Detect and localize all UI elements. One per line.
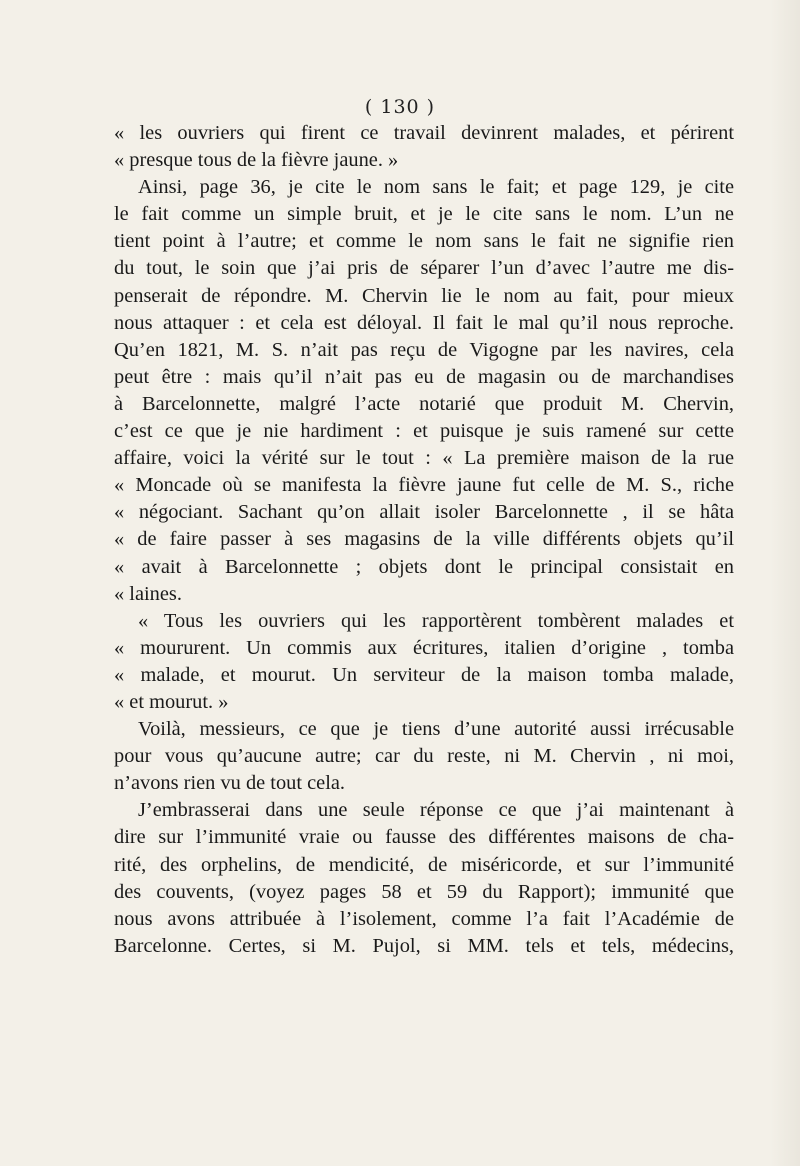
- text-line: à Barcelonnette, malgré l’acte notarié que produit M. Chervin,: [114, 392, 734, 415]
- text-line: peut être : mais qu’il n’ait pas eu de magasin ou de marchandises: [114, 365, 734, 388]
- text-line: dire sur l’immunité vraie ou fausse des différentes maisons de cha-: [114, 826, 734, 849]
- body-text: [114, 120, 734, 960]
- text-line: « avait à Barcelonnette ; objets dont le principal consistait en: [114, 555, 734, 578]
- text-line: tient point à l’autre; et comme le nom sans le fait ne signifie rien: [114, 230, 734, 253]
- text-line: « Tous les ouvriers qui les rapportèrent tombèrent malades et: [138, 609, 734, 632]
- text-line: Ainsi, page 36, je cite le nom sans le fait; et page 129, je cite: [138, 176, 734, 199]
- text-line: Barcelonne. Certes, si M. Pujol, si MM. tels et tels, médecins,: [114, 934, 734, 957]
- page-number-header: ( 130 ): [364, 96, 436, 118]
- text-line: rité, des orphelins, de mendicité, de miséricorde, et sur l’immunité: [114, 853, 734, 876]
- text-line: « presque tous de la fièvre jaune. »: [114, 149, 399, 172]
- text-line: c’est ce que je nie hardiment : et puisque je suis ramené sur cette: [114, 420, 734, 443]
- text-line: du tout, le soin que j’ai pris de séparer l’un d’avec l’autre me dis-: [114, 257, 734, 280]
- text-line: Qu’en 1821, M. S. n’ait pas reçu de Vigogne par les navires, cela: [114, 338, 734, 361]
- text-line: des couvents, (voyez pages 58 et 59 du Rapport); immunité que: [114, 880, 734, 903]
- text-line: « Moncade où se manifesta la fièvre jaune fut celle de M. S., riche: [114, 474, 734, 497]
- text-line: « malade, et mourut. Un serviteur de la maison tomba malade,: [114, 663, 734, 686]
- text-line: Voilà, messieurs, ce que je tiens d’une autorité aussi irrécusable: [138, 718, 734, 741]
- text-line: n’avons rien vu de tout cela.: [114, 772, 346, 795]
- page-edge-shading: [770, 0, 800, 1166]
- text-line: J’embrasserai dans une seule réponse ce que j’ai maintenant à: [138, 799, 734, 822]
- text-line: « moururent. Un commis aux écritures, italien d’origine , tomba: [114, 636, 734, 659]
- text-line: « négociant. Sachant qu’on allait isoler Barcelonnette , il se hâta: [114, 501, 734, 524]
- text-line: pour vous qu’aucune autre; car du reste, ni M. Chervin , ni moi,: [114, 745, 734, 768]
- text-line: « les ouvriers qui firent ce travail devinrent malades, et périrent: [114, 122, 734, 144]
- text-line: penserait de répondre. M. Chervin lie le nom au fait, pour mieux: [114, 284, 734, 307]
- text-line: affaire, voici la vérité sur le tout : « La première maison de la rue: [114, 447, 734, 470]
- text-line: nous attaquer : et cela est déloyal. Il fait le mal qu’il nous reproche.: [114, 311, 734, 334]
- text-line: le fait comme un simple bruit, et je le cite sans le nom. L’un ne: [114, 203, 734, 226]
- text-line: « de faire passer à ses magasins de la ville différents objets qu’il: [114, 528, 734, 551]
- text-line: « et mourut. »: [114, 690, 229, 713]
- text-line: « laines.: [114, 582, 182, 605]
- text-line: nous avons attribuée à l’isolement, comme l’a fait l’Académie de: [114, 907, 734, 930]
